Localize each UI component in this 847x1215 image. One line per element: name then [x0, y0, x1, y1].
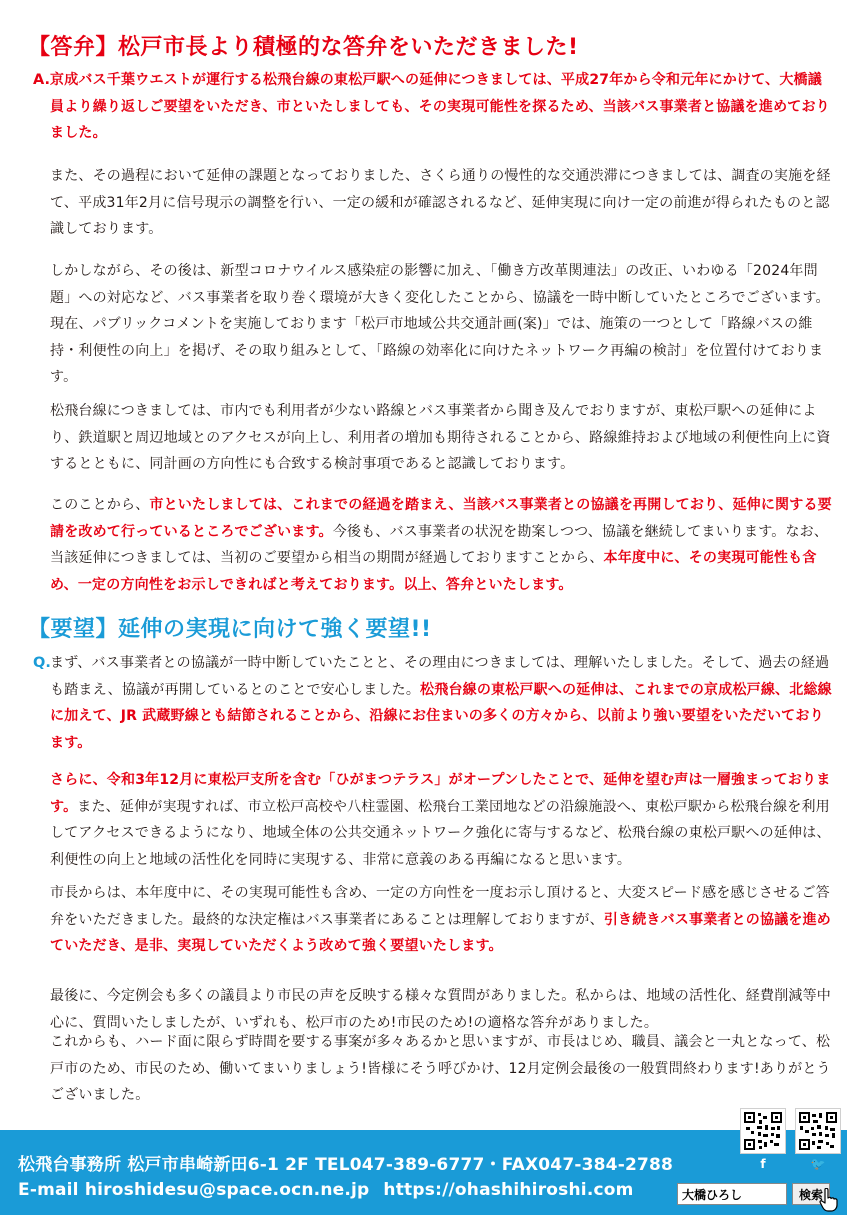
answer-paragraph-3: しかしながら、その後は、新型コロナウイルス感染症の影響に加え、「働き方改革関連法」の改正、いわゆる「2024年問題」への対応など、バス事業者を取り巻く環境が大きく変化したことから、協議を一時中断していたところでございます。現在、パブリックコメントを実施しております「松戸市地域公共交通計画(案)」では、施策の一つとして「路線バスの維持・利便性の向上」を掲げ、その取り組みとして、「路線の効率化に向けたネットワーク再編の検討」を位置付けております。 [50, 263, 830, 385]
answer-p5-text-a: このことから、 [50, 497, 150, 513]
answer-p5-emphasis-b: 市といたしましては、これまでの経過を踏まえ、当該バス事業者との協議を再開しており、延伸に関する要請を改めて行っているところでございます。 [50, 497, 832, 540]
search-box [677, 1183, 830, 1205]
facebook-qr[interactable] [740, 1108, 786, 1171]
search-button[interactable]: 検索 [792, 1183, 830, 1205]
qr-code-icon [795, 1108, 841, 1154]
request-p3-emphasis-b: 引き続きバス事業者との協議を進めていただき、是非、実現していただくよう改めて強く要望いたします。 [50, 911, 832, 954]
request-paragraph-4: 最後に、今定例会も多くの議員より市民の声を反映する様々な質問がありました。私からは、地域の活性化、経費削減等中心に、質問いたしましたが、いずれも、松戸市のため!市民のため!の適格な答弁がありました。 [50, 988, 831, 1031]
answer-p5-emphasis-d: 本年度中に、その実現可能性も含め、一定の方向性をお示しできればと考えております。以上、答弁といたします。 [50, 550, 817, 593]
office-info: 松飛台事務所 松戸市串崎新田6-1 2F TEL047-389-6777・FAX047-384-2788 [18, 1155, 674, 1175]
hand-cursor-icon [819, 1188, 839, 1212]
request-paragraph-5: これからも、ハード面に限らず時間を要する事案が多々あるかと思いますが、市長はじめ、職員、議会と一丸となって、松戸市のため、市民のため、働いてまいりましょう!皆様にそう呼びかけ、12月定例会最後の一般質問終わります!ありがとうございました。 [50, 1034, 831, 1103]
answer-paragraph-1: 京成バス千葉ウエストが運行する松飛台線の東松戸駅への延伸につきましては、平成27年から令和元年にかけて、大橋議員より繰り返しご要望をいただき、市といたしましても、その実現可能性を探るため、当該バス事業者と協議を進めておりました。 [50, 72, 830, 141]
request-heading: 【要望】延伸の実現に向けて強く要望!! [28, 617, 432, 642]
twitter-icon[interactable]: 🐦 [810, 1157, 826, 1171]
answer-marker: A. [33, 72, 50, 88]
contact-links [18, 1180, 634, 1200]
answer-paragraph-4: 松飛台線につきましては、市内でも利用者が少ない路線とバス事業者から聞き及んでおりますが、東松戸駅への延伸により、鉄道駅と周辺地域とのアクセスが向上し、利用者の増加も期待されることから、路線維持および地域の利便性向上に資するとともに、同計画の方向性にも合致する検討事項であると認識しております。 [50, 403, 831, 472]
request-p2-text-b: また、延伸が実現すれば、市立松戸高校や八柱霊園、松飛台工業団地などの沿線施設へ、東松戸駅から松飛台線を利用してアクセスできるようになり、地域全体の公共交通ネットワーク強化に寄与するなど、松飛台線の東松戸駅への延伸は、利便性の向上と地域の活性化を同時に実現する、非常に意義のある再編になると思います。 [50, 798, 831, 868]
facebook-icon[interactable]: f [760, 1157, 766, 1171]
answer-paragraph-5 [50, 492, 832, 598]
request-p3-text-a: 市長からは、本年度中に、その実現可能性も含め、一定の方向性を一度お示し頂けると、大変スピード感を感じさせるご答弁をいただきました。最終的な決定権はバス事業者にあることは理解しておりますが、 [50, 885, 830, 928]
qr-code-icon [740, 1108, 786, 1154]
request-p1-emphasis-b: 松飛台線の東松戸駅への延伸は、これまでの京成松戸線、北総線に加えて、JR 武蔵野線とも結節されることから、沿線にお住まいの多くの方々から、以前より強い要望をいただいております。 [50, 681, 832, 751]
search-input[interactable] [677, 1183, 787, 1205]
email-link[interactable]: E-mail hiroshidesu@space.ocn.ne.jp [18, 1180, 370, 1200]
answer-p5-text-c: 今後も、バス事業者の状況を勘案しつつ、協議を継続してまいります。なお、当該延伸につきましては、当初のご要望から相当の期間が経過しておりますことから、 [50, 523, 829, 566]
request-paragraph-2 [50, 767, 832, 873]
twitter-qr[interactable] [795, 1108, 841, 1171]
website-link[interactable]: https://ohashihiroshi.com [383, 1180, 634, 1200]
request-p2-emphasis-a: さらに、令和3年12月に東松戸支所を含む「ひがまつテラス」がオープンしたことで、延伸を望む声は一層強まっております。 [50, 772, 831, 815]
request-paragraph-1 [50, 650, 832, 756]
request-p1-text-a: まず、バス事業者との協議が一時中断していたことと、その理由につきましては、理解いたしました。そして、過去の経過も踏まえ、協議が再開しているとのことで安心しました。 [50, 655, 830, 698]
answer-heading: 【答弁】松戸市長より積極的な答弁をいただきました! [28, 35, 579, 60]
answer-paragraph-2: また、その過程において延伸の課題となっておりました、さくら通りの慢性的な交通渋滞につきましては、調査の実施を経て、平成31年2月に信号現示の調整を行い、一定の緩和が確認されるなど、延伸実現に向け一定の前進が得られたものと認識しております。 [50, 168, 831, 237]
request-marker: Q. [33, 655, 51, 671]
request-paragraph-3 [50, 880, 832, 960]
